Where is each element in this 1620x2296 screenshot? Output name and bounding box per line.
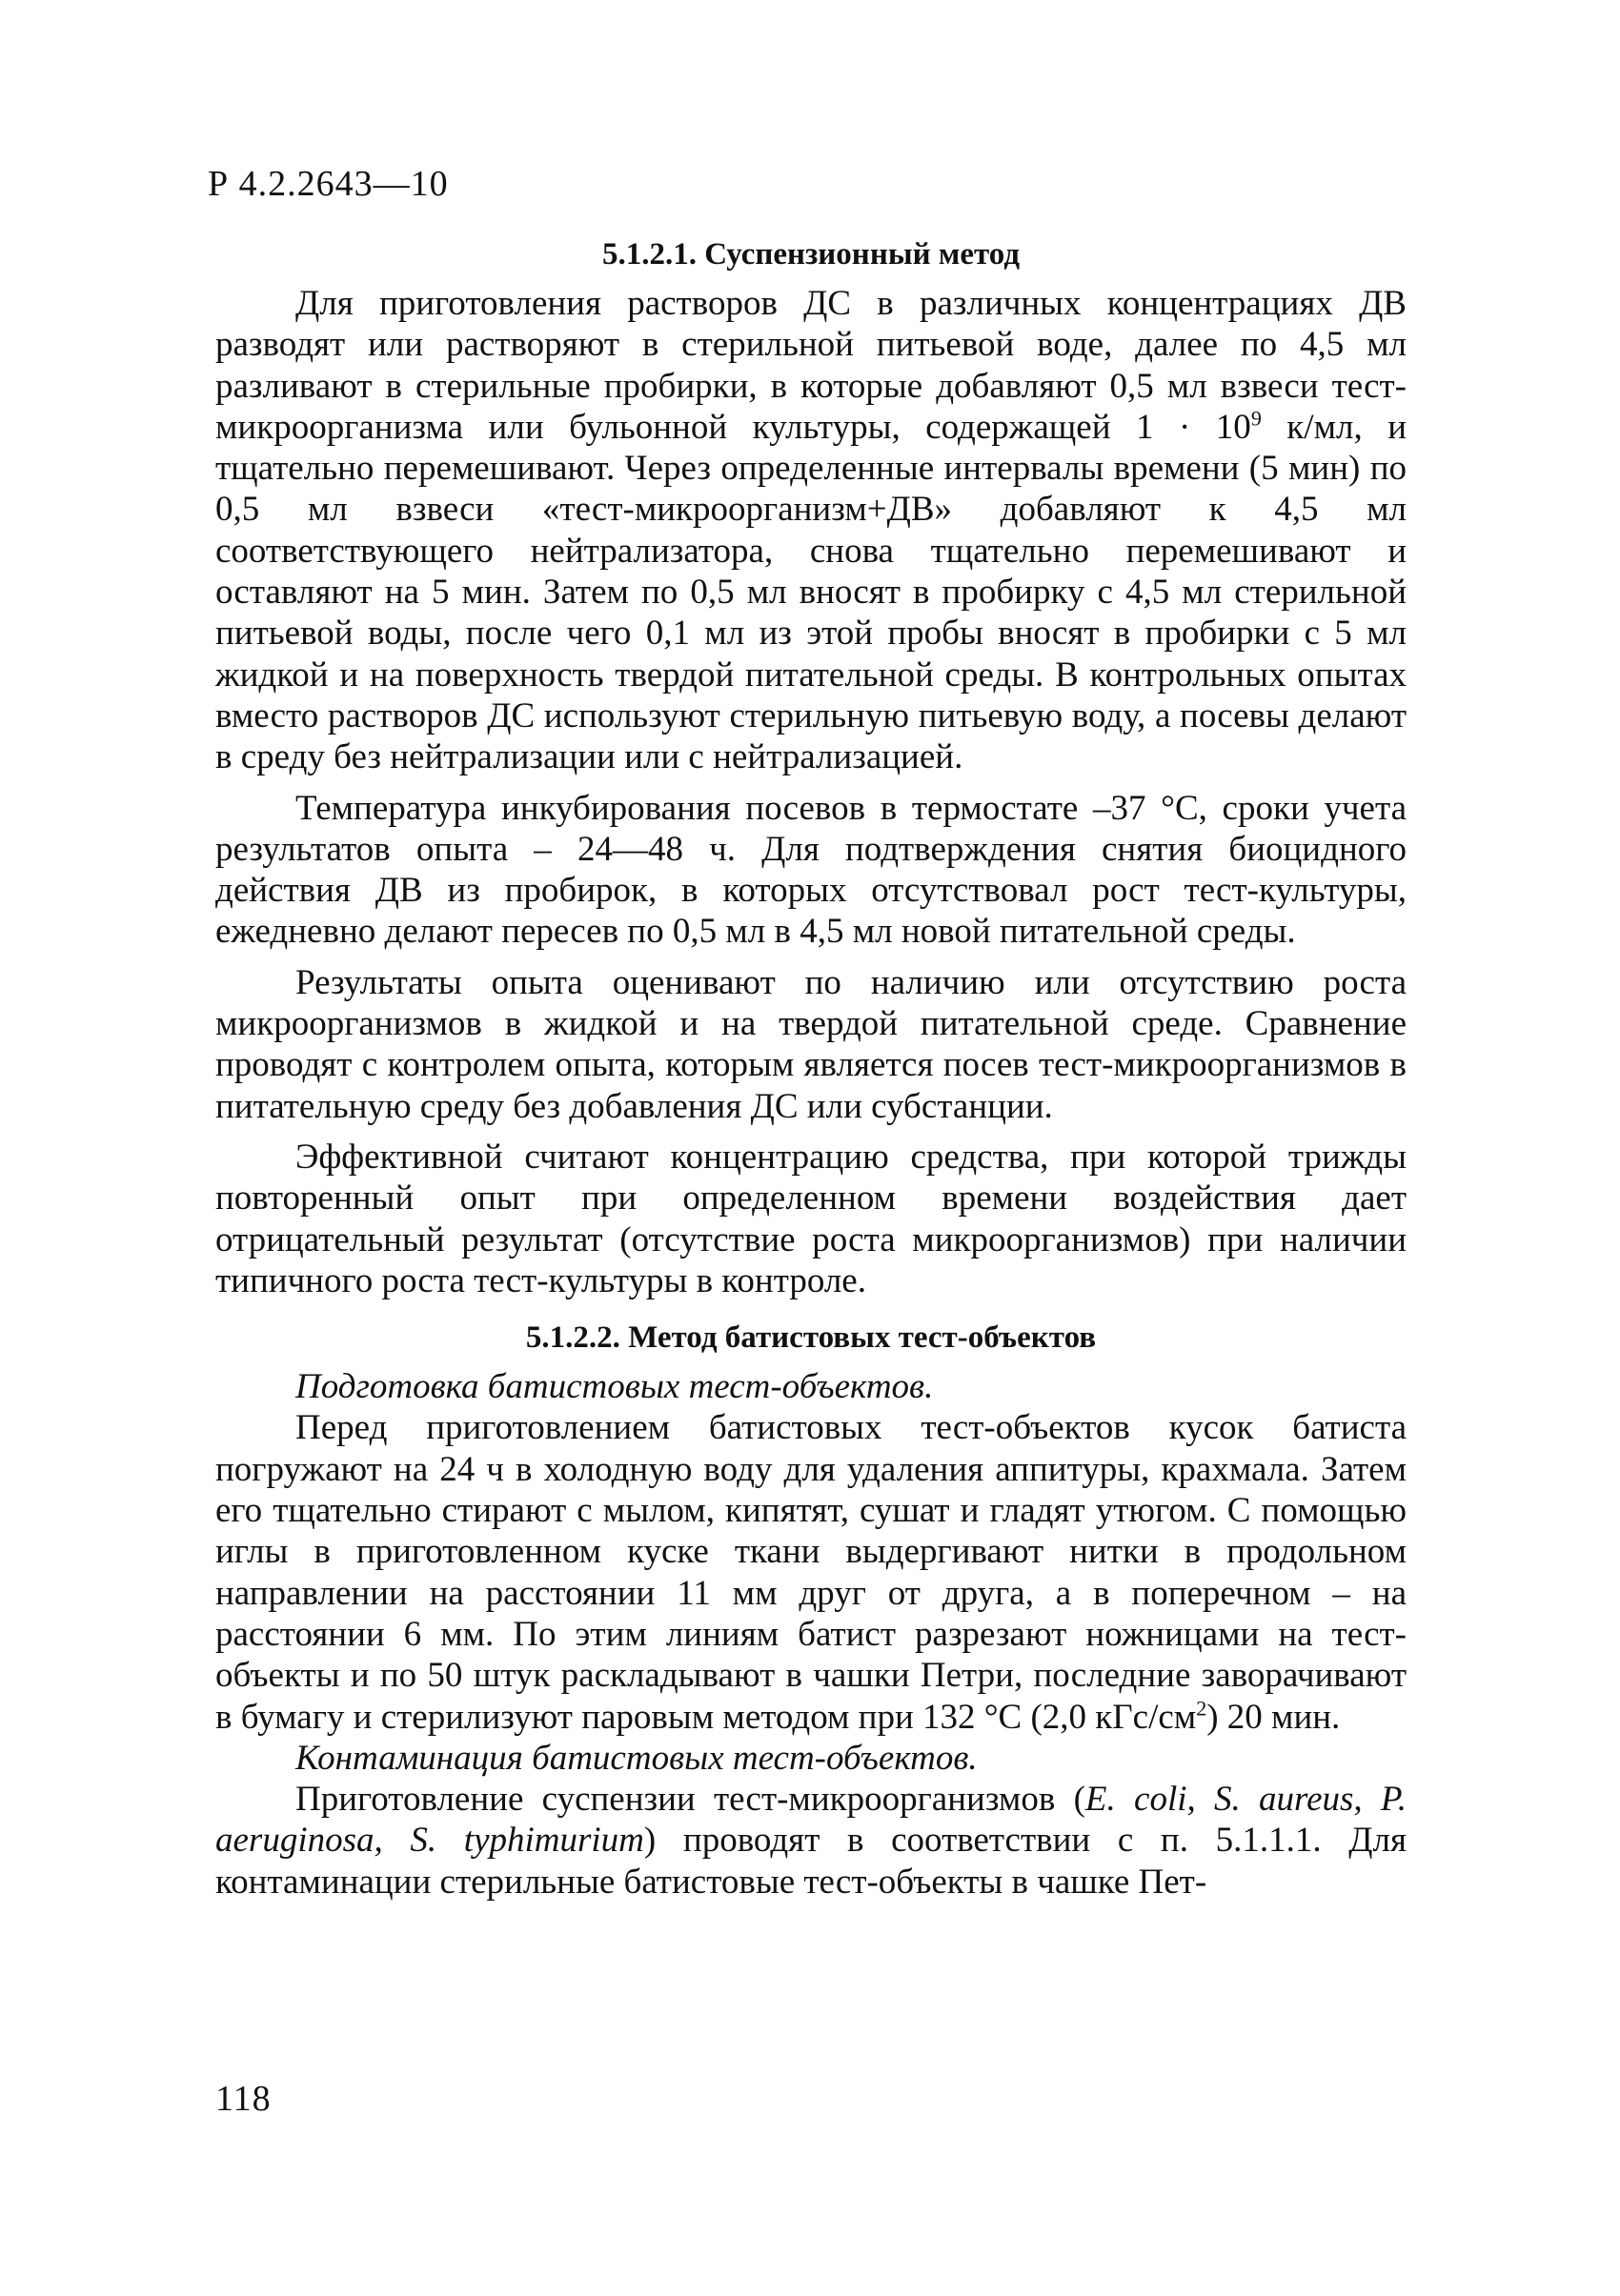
superscript: 9	[1250, 406, 1262, 431]
superscript: 2	[1196, 1696, 1207, 1721]
subheading: Подготовка батистовых тест-объектов.	[295, 1367, 934, 1407]
page-number: 118	[215, 2079, 272, 2119]
paragraph-text: Перед приготовлением батистовых тест-объектов кусок батиста погружают на 24 ч в холодную воду для удаления аппитуры, крахмала. Затем его тщательно стирают с мылом, кипятят, сушат и гладят утюгом. С помощью иглы в приготовленном куске ткани выдергивают нитки в продольном направлении на расстоянии 11 мм друг от друга, а в поперечном – на расстоянии 6 мм. По этим линиям батист разрезают ножницами на тест-объекты и по 50 штук раскладывают в чашки Петри, последние заворачивают в бумагу и стерилизуют паровым методом при 132 °С (2,0 кГс/см	[215, 1408, 1407, 1737]
paragraph: Температура инкубирования посевов в термостате –37 °С, сроки учета результатов опыта – 24—48 ч. Для подтверждения снятия биоцидного действия ДВ из пробирок, в которых отсутствовал рост тест-культуры, ежедневно делают пересев по 0,5 мл в 4,5 мл новой питательной среды.	[215, 788, 1407, 952]
species-names: E. coli, S. aureus, P. aeruginosa, S. typhimurium	[215, 1780, 1407, 1861]
paragraph-text: ) 20 мин.	[1206, 1697, 1341, 1737]
section-heading-suspension-method: 5.1.2.1. Суспензионный метод	[601, 237, 1021, 272]
paragraph-text: к/мл, и тщательно перемешивают. Через определенные интервалы времени (5 мин) по 0,5 мл взвеси «тест-микроорганизм+ДВ» добавляют к 4,5 мл соответствующего нейтрализатора, снова тщательно перемешивают и оставляют на 5 мин. Затем по 0,5 мл вносят в пробирку с 4,5 мл стерильной питьевой воды, после чего 0,1 мл из этой пробы вносят в пробирки с 5 мл жидкой и на поверхность твердой питательной среды. В контрольных опытах вместо растворов ДС используют стерильную питьевую воду, а посевы делают в среду без нейтрализации или с нейтрализацией.	[215, 407, 1407, 777]
subheading: Контаминация батистовых тест-объектов.	[295, 1738, 978, 1778]
paragraph	[215, 1779, 1407, 1903]
paragraph-text: Для приготовления растворов ДС в различных концентрациях ДВ разводят или растворяют в стерильной питьевой воде, далее по 4,5 мл разливают в стерильные пробирки, в которые добавляют 0,5 мл взвеси тест-микроорганизма или бульонной культуры, содержащей 1 · 10	[215, 284, 1407, 447]
paragraph	[215, 283, 1407, 778]
page-content	[215, 233, 1407, 1903]
paragraph: Эффективной считают концентрацию средства, при которой трижды повторенный опыт при определенном времени воздействия дает отрицательный результат (отсутствие роста микроорганизмов) при наличии типичного роста тест-культуры в контроле.	[215, 1137, 1407, 1300]
paragraph	[215, 1407, 1407, 1737]
paragraph-text: ) проводят в соответствии с п. 5.1.1.1. Для контаминации стерильные батистовые тест-объекты в чашке Пет-	[215, 1821, 1407, 1902]
paragraph: Результаты опыта оценивают по наличию или отсутствию роста микроорганизмов в жидкой и на твердой питательной среде. Сравнение проводят с контролем опыта, которым является посев тест-микроорганизмов в питательную среду без добавления ДС или субстанции.	[215, 962, 1407, 1126]
paragraph-text: Приготовление суспензии тест-микроорганизмов (	[295, 1780, 1085, 1820]
section-heading-batiste-method: 5.1.2.2. Метод батистовых тест-объектов	[525, 1320, 1097, 1356]
document-code: Р 4.2.2643—10	[208, 164, 449, 204]
